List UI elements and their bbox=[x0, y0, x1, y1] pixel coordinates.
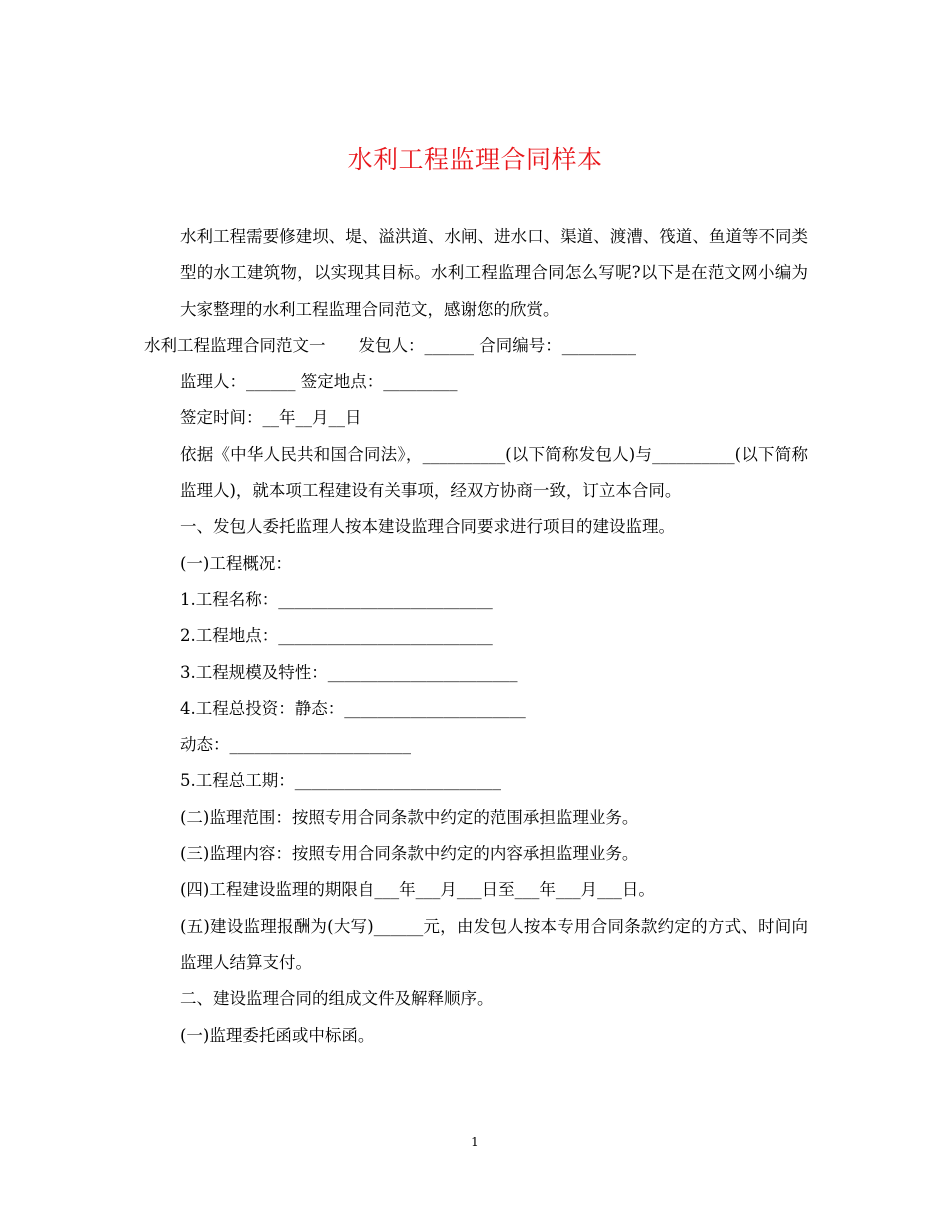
clause-two-heading: 二、建设监理合同的组成文件及解释顺序。 bbox=[180, 989, 494, 1009]
page-number: 1 bbox=[471, 1135, 479, 1149]
supervision-fee-paragraph: (五)建设监理报酬为(大写)______元，由发包人按本专用合同条款约定的方式、时间向监理人结算支付。 bbox=[180, 916, 808, 972]
supervision-content-line: (三)监理内容：按照专用合同条款中约定的内容承担监理业务。 bbox=[180, 844, 639, 864]
contract-header-line: 水利工程监理合同范文一 发包人：______ 合同编号：_________ bbox=[144, 335, 636, 355]
signing-date-line: 签定时间：__年__月__日 bbox=[180, 408, 362, 428]
project-overview-heading: (一)工程概况： bbox=[180, 553, 292, 573]
project-scale-line: 3.工程规模及特性：_______________________ bbox=[180, 662, 518, 682]
document-body bbox=[144, 219, 808, 1054]
dynamic-investment-line: 动态：______________________ bbox=[180, 735, 411, 755]
basis-paragraph: 依据《中华人民共和国合同法》，__________(以下简称发包人)与__________(以下简称监理人)，就本项工程建设有关事项，经双方协商一致，订立本合同。 bbox=[180, 444, 808, 501]
intro-paragraph: 水利工程需要修建坝、堤、溢洪道、水闸、进水口、渠道、渡漕、筏道、鱼道等不同类型的水工建筑物，以实现其目标。水利工程监理合同怎么写呢?以下是在范文网小编为大家整理的水利工程监理合同范文，感谢您的欣赏。 bbox=[180, 227, 808, 319]
project-name-line: 1.工程名称：__________________________ bbox=[180, 589, 493, 609]
supervision-scope-line: (二)监理范围：按照专用合同条款中约定的范围承担监理业务。 bbox=[180, 807, 639, 827]
document-title: 水利工程监理合同样本 bbox=[347, 145, 603, 174]
project-location-line: 2.工程地点：__________________________ bbox=[180, 626, 493, 646]
clause-one-heading: 一、发包人委托监理人按本建设监理合同要求进行项目的建设监理。 bbox=[180, 517, 675, 537]
project-duration-line: 5.工程总工期：_________________________ bbox=[180, 771, 501, 791]
supervision-period-line: (四)工程建设监理的期限自___年___月___日至___年___月___日。 bbox=[180, 880, 655, 900]
supervisor-line: 监理人：______ 签定地点：_________ bbox=[180, 372, 458, 392]
project-investment-line: 4.工程总投资：静态：______________________ bbox=[180, 698, 526, 718]
entrustment-letter-line: (一)监理委托函或中标函。 bbox=[180, 1025, 375, 1045]
